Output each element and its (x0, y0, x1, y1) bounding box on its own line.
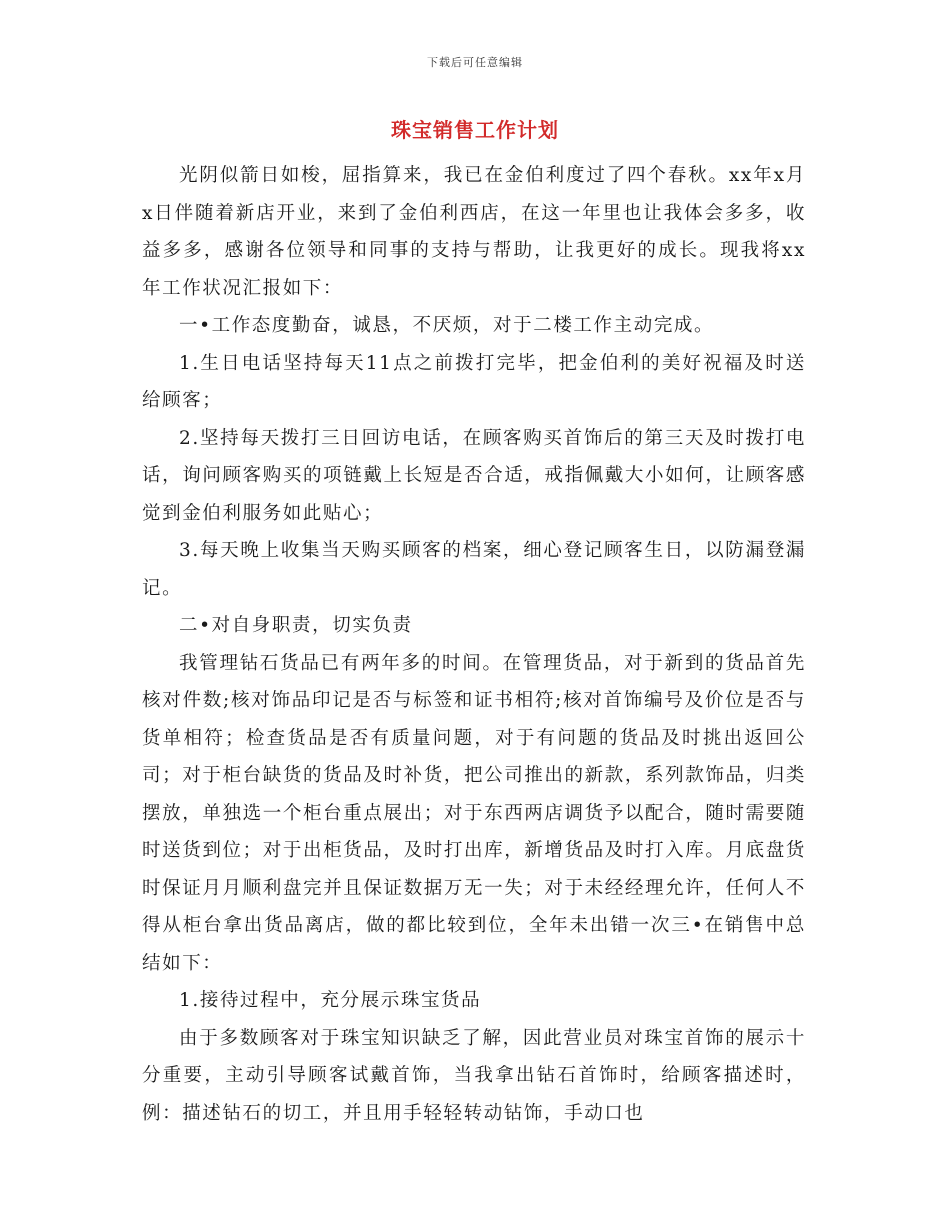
paragraph-sales-display: 由于多数顾客对于珠宝知识缺乏了解，因此营业员对珠宝首饰的展示十分重要，主动引导顾客试戴首饰，当我拿出钻石首饰时，给顾客描述时，例：描述钻石的切工，并且用手轻轻转动钻饰，手动口也 (142, 1027, 806, 1124)
paragraph-goods-management: 我管理钻石货品已有两年多的时间。在管理货品，对于新到的货品首先核对件数;核对饰品印记是否与标签和证书相符;核对首饰编号及价位是否与货单相符；检查货品是否有质量问题，对于有问题的货品及时挑出返回公司；对于柜台缺货的货品及时补货，把公司推出的新款，系列款饰品，归类摆放，单独选一个柜台重点展出；对于东西两店调货予以配合，随时需要随时送货到位；对于出柜货品，及时打出库，新增货品及时打入库。月底盘货时保证月月顺利盘完并且保证数据万无一失；对于未经经理允许，任何人不得从柜台拿出货品离店，做的都比较到位，全年未出错一次三•在销售中总结如下： (142, 652, 806, 974)
paragraph-item-1: 1.生日电话坚持每天11点之前拨打完毕，把金伯利的美好祝福及时送给顾客； (142, 352, 806, 411)
paragraph-item-2: 2.坚持每天拨打三日回访电话，在顾客购买首饰后的第三天及时拨打电话，询问顾客购买的项链戴上长短是否合适，戒指佩戴大小如何，让顾客感觉到金伯利服务如此贴心； (142, 427, 806, 524)
paragraph-intro: 光阴似箭日如梭，屈指算来，我已在金伯利度过了四个春秋。xx年x月x日伴随着新店开业，来到了金伯利西店，在这一年里也让我体会多多，收益多多，感谢各位领导和同事的支持与帮助，让我更好的成长。现我将xx年工作状况汇报如下： (142, 165, 806, 299)
paragraph-section-1-heading: 一•工作态度勤奋，诚恳，不厌烦，对于二楼工作主动完成。 (179, 315, 715, 336)
page-header-note: 下载后可任意编辑 (427, 56, 523, 69)
paragraph-item-3: 3.每天晚上收集当天购买顾客的档案，细心登记顾客生日，以防漏登漏记。 (142, 540, 806, 599)
paragraph-section-2-heading: 二•对自身职责，切实负责 (179, 615, 413, 636)
paragraph-sales-item-1: 1.接待过程中，充分展示珠宝货品 (179, 990, 482, 1011)
document-body (142, 157, 806, 1132)
document-title: 珠宝销售工作计划 (391, 118, 559, 142)
